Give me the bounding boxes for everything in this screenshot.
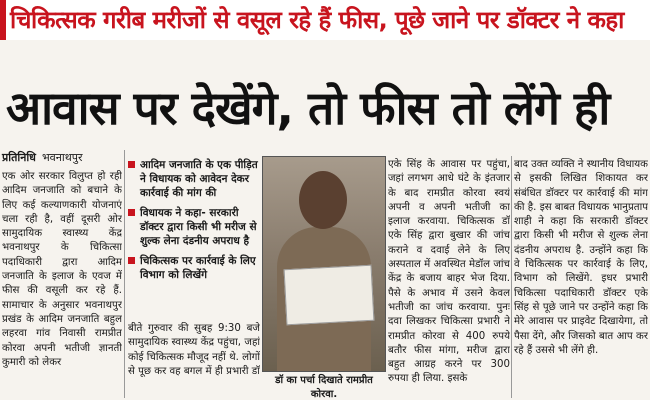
photo-prescription-paper xyxy=(284,265,375,326)
main-headline: आवास पर देखेंगे, तो फीस तो लेंगे ही xyxy=(6,81,610,135)
kicker-accent-bar xyxy=(0,0,6,40)
byline-location: भवनाथपुर xyxy=(41,151,83,164)
kicker-strip xyxy=(0,0,650,40)
news-photo xyxy=(262,156,386,372)
highlight-item: विधायक ने कहा- सरकारी डॉक्टर द्वारा किसी भी मरीज से शुल्क लेना दंडनीय अपराध है xyxy=(128,206,258,248)
byline xyxy=(2,150,83,165)
article-column-4: बाद उक्त व्यक्ति ने स्थानीय विधायक से इसकी लिखित शिकायत कर संबंधित डॉक्टर पर कार्रवाई की मांग की है. इस बाबत विधायक भानुप्रताप शाही ने कहा कि सरकारी डॉक्टर द्वारा किसी भी मरीज से शुल्क लेना दंडनीय अपराध है. उन्होंने कहा कि वे चिकित्सक पर कार्रवाई के लिए, विभाग को लिखेंगे. इधर प्रभारी चिकित्सा पदाधिकारी डॉक्टर एके सिंह से पूछे जाने पर उन्होंने कहा कि मेरे आवास पर प्राइवेट दिखायेगा, तो पैसा देंगे, और जिसको बात आप कर रहे हैं उससे भी लेंगे ही. xyxy=(514,159,648,356)
column-divider xyxy=(124,150,125,398)
highlight-item: आदिम जनजाति के एक पीड़ित ने विधायक को आवेदन देकर कार्रवाई की मांग की xyxy=(128,158,258,200)
kicker-headline: चिकित्सक गरीब मरीजों से वसूल रहे हैं फीस, पूछे जाने पर डॉक्टर ने कहा xyxy=(10,6,624,34)
photo-caption: डॉ का पर्चा दिखाते रामप्रीत कोरवा. xyxy=(275,375,373,400)
article-column-1: एक ओर सरकार विलुप्त हो रही आदिम जनजाति को बचाने के लिए कई कल्याणकारी योजनाएं चला रही है, वहीं दूसरी ओर सामुदायिक स्वास्थ्य केंद्र भवनाथपुर के चिकित्सा पदाधिकारी द्वारा आदिम जनजाति के इलाज के एवज में फीस की वसूली कर रहे हैं. सामाचार के अनुसार भवनाथपुर प्रखंड के आदिम जनजाति बहुल लहरवा गांव निवासी रामप्रीत कोरवा अपनी भतीजी ज्ञानती कुमारी को लेकर xyxy=(2,171,122,368)
highlight-item: चिकित्सक पर कार्रवाई के लिए विभाग को लिखेंगे xyxy=(128,254,258,282)
article-column-3: एके सिंह के आवास पर पहुंचा, जहां लगभग आधे घंटे के इंतजार के बाद रामप्रीत कोरवा स्वयं अपनी व अपनी भतीजी का इलाज करवाया. चिकित्सक डॉ एके सिंह द्वारा बुखार की जांच कराने व दवाई लेने के लिए अस्पताल में अवस्थित मेडॉल जांच केंद्र के बजाय बाहर भेज दिया. पैसे के अभाव में उसने केवल भतीजी का जांच करवाया. पुनः दवा लिखकर चिकित्सा प्रभारी ने रामप्रीत कोरवा से 400 रुपये बतौर फीस मांगा, मरीज द्वारा बहुत आग्रह करने पर 300 रुपया ही लिया. इसके xyxy=(388,159,510,385)
column-divider xyxy=(511,156,512,398)
highlights-box xyxy=(128,158,258,288)
byline-label: प्रतिनिधि xyxy=(2,151,36,164)
article-column-2: बीते गुरुवार की सुबह 9:30 बजे सामुदायिक स्वास्थ्य केंद्र पहुंचा, जहां कोई चिकित्सक मौजूद नहीं थे. लोगों से पूछ कर वह बगल में ही प्रभारी डॉ xyxy=(128,323,260,377)
photo-person-head xyxy=(299,171,347,229)
